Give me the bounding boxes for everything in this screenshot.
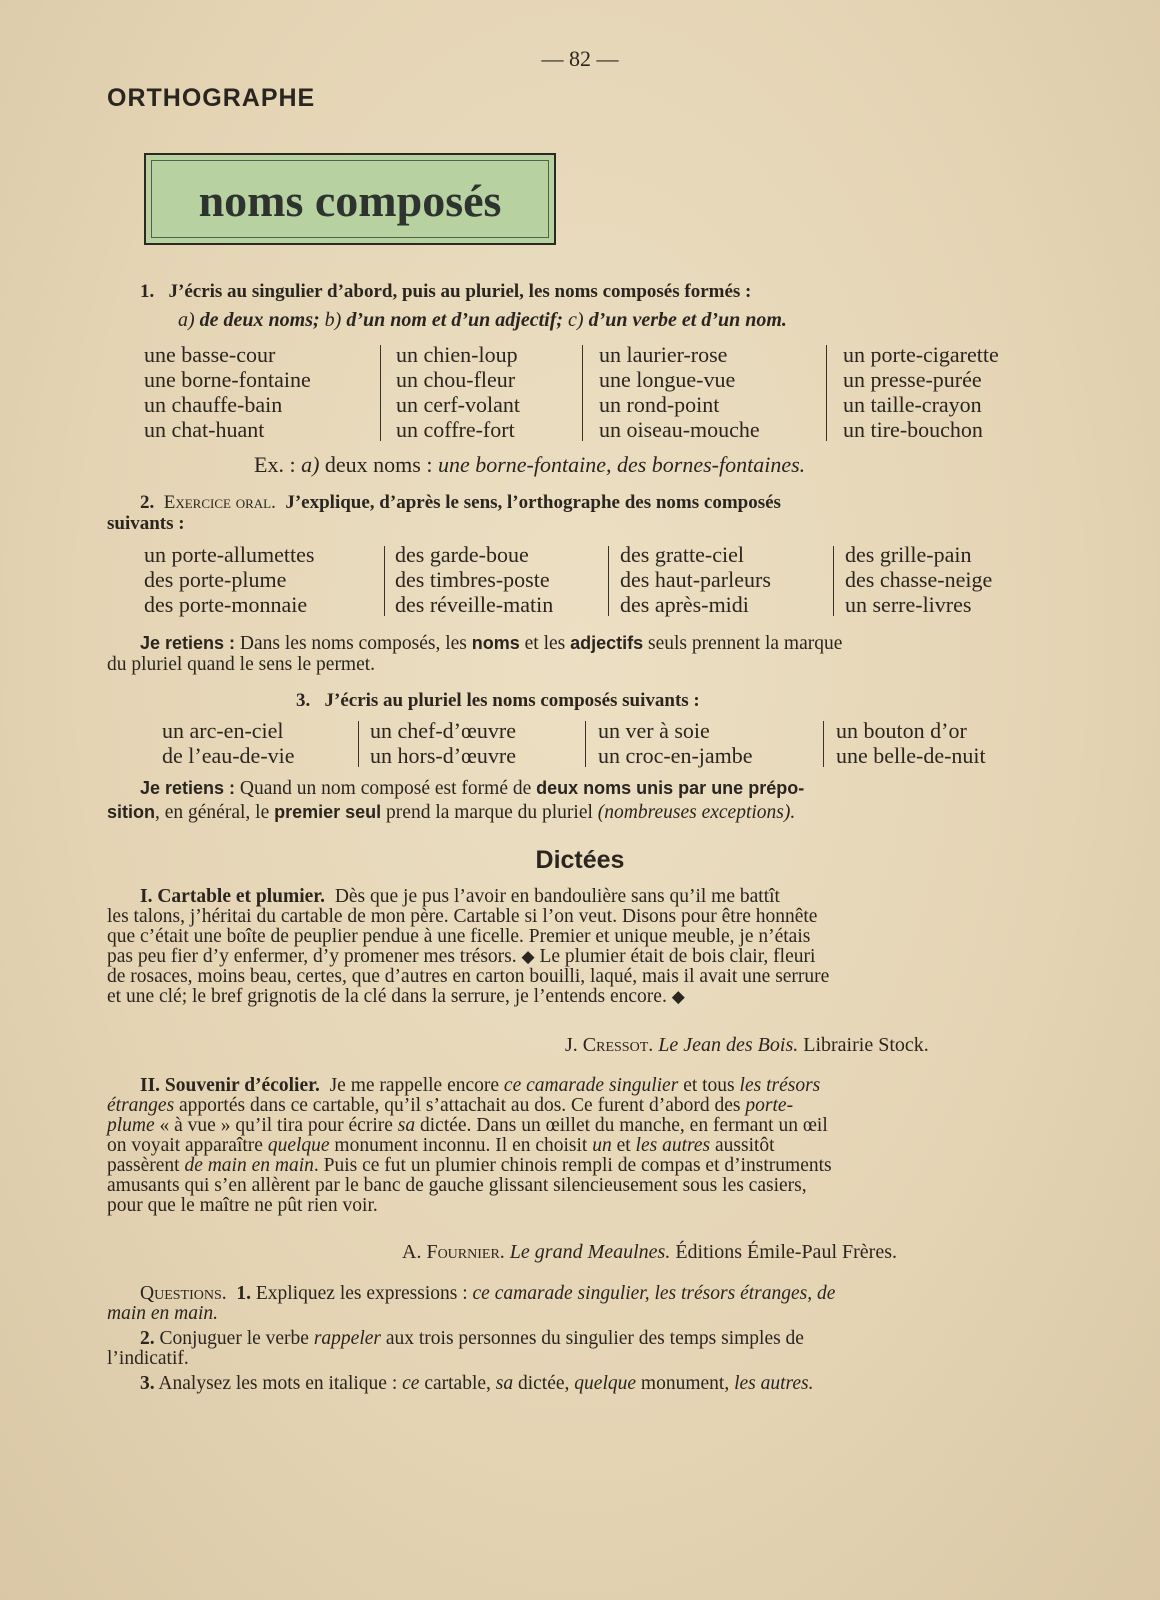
dictee2-source bbox=[402, 1242, 897, 1262]
text-line: dictée. Dans un œillet du manche, en fermant un œil bbox=[415, 1115, 828, 1136]
rule2-bold: deux noms unis par une prépo- bbox=[536, 778, 805, 798]
dictee1-book: Le Jean des Bois. bbox=[658, 1034, 799, 1056]
questions-label: Questions. bbox=[140, 1283, 227, 1304]
column-divider bbox=[384, 546, 385, 616]
page-number: — 82 — bbox=[541, 46, 619, 71]
text-line: amusants qui s’en allèrent par le banc de gauche glissant silencieusement sous les casiers, bbox=[107, 1175, 807, 1196]
ex3-number: 3. bbox=[296, 690, 311, 711]
dictee1-text bbox=[107, 887, 1077, 1007]
text-line: et une clé; le bref grignotis de la clé dans la serrure, je l’entends encore. bbox=[107, 986, 667, 1007]
rule1-bold: adjectifs bbox=[570, 633, 644, 653]
text-line: Le plumier était de bois clair, fleuri bbox=[539, 946, 816, 967]
text-line: Analysez les mots en italique : bbox=[154, 1373, 403, 1394]
list-item: une belle-de-nuit bbox=[836, 743, 986, 768]
rule1-bold: noms bbox=[471, 633, 520, 653]
text-italic: sa bbox=[495, 1373, 514, 1394]
text-italic: sa bbox=[397, 1115, 416, 1136]
text-line: pour que le maître ne pût rien voir. bbox=[107, 1195, 378, 1216]
list-item: un ver à soie bbox=[598, 718, 710, 743]
dictee1-publisher: Librairie Stock. bbox=[803, 1034, 929, 1056]
ex3-column-1 bbox=[162, 718, 295, 768]
list-item: des chasse-neige bbox=[845, 567, 993, 592]
column-divider bbox=[823, 721, 824, 767]
text-line: de rosaces, moins beau, certes, que d’autres en carton bouilli, laqué, mais il avait une serrure bbox=[107, 966, 830, 987]
list-item: des porte-plume bbox=[144, 567, 287, 592]
ex1-column-1 bbox=[144, 342, 311, 442]
text-italic: quelque bbox=[267, 1135, 330, 1156]
list-item: des après-midi bbox=[620, 592, 749, 617]
example-plain: deux noms : bbox=[319, 452, 438, 477]
page-title: noms composés bbox=[198, 175, 502, 226]
dictee2-author: A. Fournier. bbox=[402, 1241, 505, 1263]
ex1-column-2 bbox=[396, 342, 520, 442]
text-line: cartable, bbox=[419, 1373, 496, 1394]
column-divider bbox=[608, 546, 609, 616]
ex3-instruction bbox=[296, 690, 700, 712]
ex1-sub-c-text: d’un verbe et d’un nom. bbox=[588, 309, 787, 331]
list-item: un porte-allumettes bbox=[144, 542, 315, 567]
diamond-icon: ◆ bbox=[671, 987, 685, 1006]
ex2-column-2 bbox=[395, 542, 553, 617]
list-item: des timbres-poste bbox=[395, 567, 550, 592]
dictee2-title: II. Souvenir d’écolier. bbox=[140, 1075, 320, 1096]
ex3-text: J’écris au pluriel les noms composés suivants : bbox=[324, 690, 700, 711]
list-item: un rond-point bbox=[599, 392, 720, 417]
example-a: a) bbox=[301, 452, 320, 477]
list-item: des grille-pain bbox=[845, 542, 972, 567]
dictee1-title: I. Cartable et plumier. bbox=[140, 886, 326, 907]
text-line: Expliquez les expressions : bbox=[251, 1283, 473, 1304]
text-italic: de main en main bbox=[184, 1155, 314, 1176]
rule1-line1 bbox=[107, 633, 1079, 654]
column-divider bbox=[826, 345, 827, 441]
list-item: un presse-purée bbox=[843, 367, 982, 392]
list-item: une longue-vue bbox=[599, 367, 736, 392]
list-item: un porte-cigarette bbox=[843, 342, 999, 367]
example-italic: une borne-fontaine, des bornes-fontaines. bbox=[437, 452, 806, 477]
ex1-sub-a-text: de deux noms; bbox=[199, 309, 320, 331]
dictee2-book: Le grand Meaulnes. bbox=[509, 1241, 671, 1263]
list-item: une borne-fontaine bbox=[144, 367, 311, 392]
text-line: passèrent bbox=[107, 1155, 185, 1176]
list-item: un chat-huant bbox=[144, 417, 265, 442]
text-line: dictée, bbox=[513, 1373, 575, 1394]
list-item: un tire-bouchon bbox=[843, 417, 983, 442]
dictee1-source bbox=[565, 1035, 929, 1055]
dictee2-publisher: Éditions Émile-Paul Frères. bbox=[675, 1241, 897, 1263]
list-item: un hors-d’œuvre bbox=[370, 743, 517, 768]
ex2-label: Exercice oral. bbox=[163, 492, 276, 513]
ex1-column-3 bbox=[599, 342, 760, 442]
text-italic: quelque bbox=[574, 1373, 637, 1394]
text-italic: ce bbox=[402, 1373, 420, 1394]
text-italic: un bbox=[592, 1135, 612, 1156]
ex2-text: J’explique, d’après le sens, l’orthographe des noms composés bbox=[285, 492, 781, 513]
list-item: un cerf-volant bbox=[396, 392, 520, 417]
rule1-label: Je retiens : bbox=[140, 633, 236, 653]
ex1-text: J’écris au singulier d’abord, puis au pluriel, les noms composés formés : bbox=[168, 281, 752, 302]
list-item: des gratte-ciel bbox=[620, 542, 744, 567]
ex1-sub-a: a) bbox=[178, 309, 195, 331]
text-line: monument, bbox=[636, 1373, 735, 1394]
text-line: « à vue » qu’il tira pour écrire bbox=[154, 1115, 398, 1136]
list-item: un oiseau-mouche bbox=[599, 417, 760, 442]
ex2-instruction-line2: suivants : bbox=[107, 513, 185, 534]
text-italic: ce camarade singulier bbox=[503, 1075, 679, 1096]
text-line: Conjuguer le verbe bbox=[154, 1328, 314, 1349]
diamond-icon: ◆ bbox=[521, 947, 535, 966]
list-item: un arc-en-ciel bbox=[162, 718, 284, 743]
dictee1-author: J. Cressot. bbox=[565, 1034, 654, 1056]
ex3-column-3 bbox=[598, 718, 753, 768]
ex1-sub-b: b) bbox=[324, 309, 342, 331]
text-line: Dès que je pus l’avoir en bandoulière sans qu’il me battît bbox=[334, 886, 780, 907]
question-number: 3. bbox=[140, 1373, 155, 1394]
ex2-number: 2. bbox=[140, 492, 155, 513]
text-line: que c’était une boîte de peuplier pendue à une ficelle. Premier et unique meuble, je n’étais bbox=[107, 926, 811, 947]
text-line: et bbox=[611, 1135, 636, 1156]
rule2-line1 bbox=[107, 778, 804, 799]
ex3-column-4 bbox=[836, 718, 986, 768]
column-divider bbox=[582, 345, 583, 441]
text-line: l’indicatif. bbox=[107, 1348, 189, 1369]
text-line: apportés dans ce cartable, qu’il s’attachait au dos. Ce furent d’abord des bbox=[174, 1095, 746, 1116]
list-item: une basse-cour bbox=[144, 342, 276, 367]
text-line: monument inconnu. Il en choisit bbox=[329, 1135, 593, 1156]
column-divider bbox=[833, 546, 834, 616]
ex1-subparts bbox=[178, 309, 787, 332]
title-box bbox=[144, 153, 556, 245]
rule2-text: Quand un nom composé est formé de bbox=[235, 778, 537, 799]
rule1-line2: du pluriel quand le sens le permet. bbox=[107, 654, 376, 675]
text-line: et tous bbox=[678, 1075, 740, 1096]
text-italic: rappeler bbox=[313, 1328, 381, 1349]
text-italic: les autres bbox=[635, 1135, 711, 1156]
text-italic: ce camarade singulier, les trésors étranges, de bbox=[472, 1283, 836, 1304]
list-item: un coffre-fort bbox=[396, 417, 515, 442]
text-italic: étranges bbox=[107, 1095, 175, 1116]
list-item: un chef-d’œuvre bbox=[370, 718, 516, 743]
ex2-instruction bbox=[140, 492, 781, 514]
rule1-text: seuls prennent la marque bbox=[643, 633, 843, 654]
example-label: Ex. : bbox=[254, 452, 302, 477]
text-line: pas peu fier d’y enfermer, d’y promener mes trésors. bbox=[107, 946, 517, 967]
question-number: 2. bbox=[140, 1328, 155, 1349]
rule2-label: Je retiens : bbox=[140, 778, 236, 798]
list-item: un laurier-rose bbox=[599, 342, 728, 367]
rule2-italic: (nombreuses exceptions). bbox=[597, 802, 796, 823]
text-line: aussitôt bbox=[710, 1135, 775, 1156]
rule1-text: et les bbox=[519, 633, 571, 654]
ex1-example bbox=[254, 452, 805, 477]
ex1-sub-b-text: d’un nom et d’un adjectif; bbox=[346, 309, 564, 331]
column-divider bbox=[380, 345, 381, 441]
dictee2-text bbox=[107, 1076, 1077, 1216]
list-item: un chou-fleur bbox=[396, 367, 516, 392]
ex2-column-1 bbox=[144, 542, 314, 617]
rule2-bold: sition bbox=[107, 802, 155, 822]
text-italic: plume bbox=[107, 1115, 155, 1136]
ex1-sub-c: c) bbox=[568, 309, 584, 331]
list-item: un croc-en-jambe bbox=[598, 743, 753, 768]
text-line: Je me rappelle encore bbox=[329, 1075, 504, 1096]
list-item: des haut-parleurs bbox=[620, 567, 771, 592]
text-line: les talons, j’héritai du cartable de mon père. Cartable si l’on veut. Disons pour être honnête bbox=[107, 906, 818, 927]
text-italic: les trésors bbox=[739, 1075, 821, 1096]
ex1-number: 1. bbox=[140, 281, 155, 302]
questions bbox=[107, 1284, 1082, 1394]
list-item: de l’eau-de-vie bbox=[162, 743, 295, 768]
list-item: un bouton d’or bbox=[836, 718, 967, 743]
ex1-instruction bbox=[140, 281, 751, 303]
dictees-heading: Dictées bbox=[535, 846, 625, 874]
text-line: . Puis ce fut un plumier chinois rempli de compas et d’instruments bbox=[313, 1155, 832, 1176]
list-item: un serre-livres bbox=[845, 592, 972, 617]
text-line: on voyait apparaître bbox=[107, 1135, 268, 1156]
rule2-line2 bbox=[107, 802, 795, 823]
ex3-column-2 bbox=[370, 718, 516, 768]
text-italic: les autres. bbox=[734, 1373, 814, 1394]
list-item: des porte-monnaie bbox=[144, 592, 308, 617]
question-number: 1. bbox=[236, 1283, 252, 1304]
ex2-column-4 bbox=[845, 542, 992, 617]
text-italic: main en main. bbox=[107, 1303, 219, 1324]
column-divider bbox=[358, 721, 359, 767]
rule2-text: , en général, le bbox=[155, 802, 275, 823]
list-item: un taille-crayon bbox=[843, 392, 982, 417]
rule2-bold: premier seul bbox=[274, 802, 382, 822]
text-italic: porte- bbox=[745, 1095, 794, 1116]
rule2-text: prend la marque du pluriel bbox=[381, 802, 598, 823]
column-divider bbox=[585, 721, 586, 767]
list-item: un chauffe-bain bbox=[144, 392, 283, 417]
list-item: un chien-loup bbox=[396, 342, 518, 367]
rule1-text: Dans les noms composés, les bbox=[235, 633, 472, 654]
list-item: des garde-boue bbox=[395, 542, 529, 567]
ex1-column-4 bbox=[843, 342, 999, 442]
list-item: des réveille-matin bbox=[395, 592, 554, 617]
ex2-column-3 bbox=[620, 542, 771, 617]
section-label: ORTHOGRAPHE bbox=[107, 84, 316, 112]
text-line: aux trois personnes du singulier des temps simples de bbox=[380, 1328, 804, 1349]
